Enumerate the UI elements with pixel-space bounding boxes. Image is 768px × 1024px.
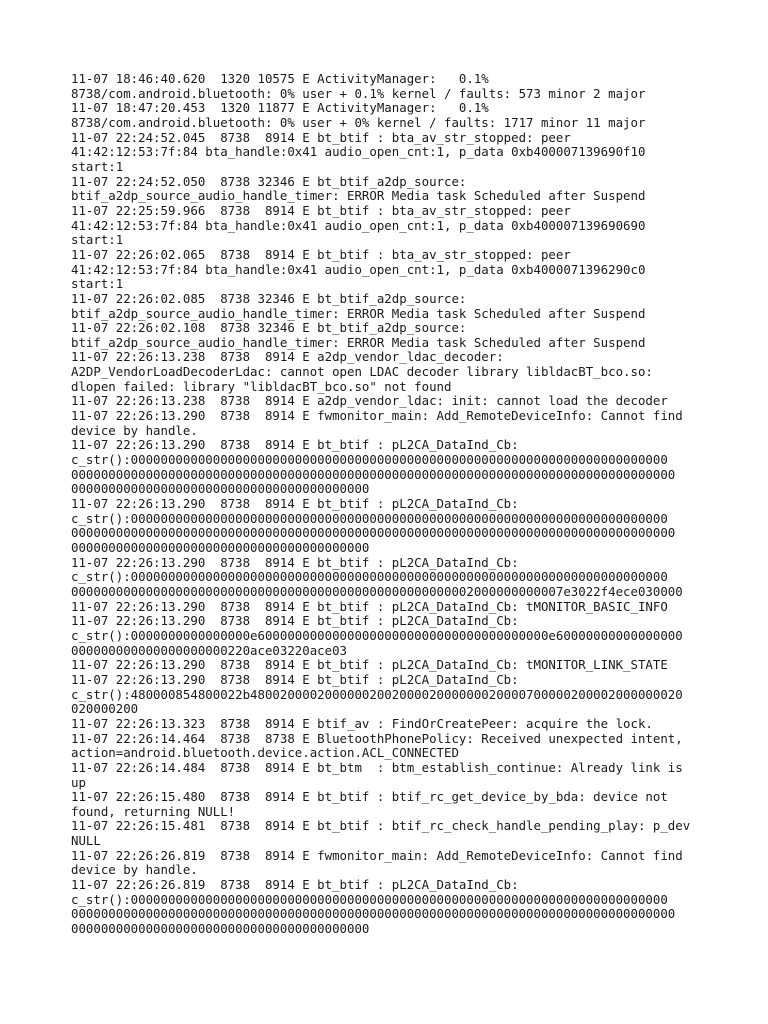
log-line: 11-07 22:26:13.290 8738 8914 E bt_btif : pL2CA_DataInd_Cb: — [71, 671, 519, 687]
log-line: found, returning NULL! — [71, 803, 236, 819]
log-line: c_str():000000000000000000000000000000000000000000000000000000000000000000000000 — [71, 510, 668, 526]
log-line: 11-07 22:26:13.290 8738 8914 E bt_btif : pL2CA_DataInd_Cb: — [71, 496, 519, 512]
log-line: 020000200 — [71, 701, 139, 717]
log-line: c_str():0000000000000000e600000000000000000000000000000000000000e60000000000000000 — [71, 627, 683, 643]
log-line: dlopen failed: library "libldacBT_bco.so" not found — [71, 378, 452, 394]
log-line: 000000000000000000000000000000000000000000000000000000000000000000000000000000000 — [71, 906, 676, 922]
log-line: 000000000000000000000000000000000000000000000000000000000000000000000000000000000 — [71, 466, 676, 482]
log-line: 41:42:12:53:7f:84 bta_handle:0x41 audio_open_cnt:1, p_data 0xb400007139690690 — [71, 217, 646, 233]
log-line: device by handle. — [71, 862, 198, 878]
log-line: 41:42:12:53:7f:84 bta_handle:0x41 audio_open_cnt:1, p_data 0xb4000071396290c0 — [71, 261, 646, 277]
log-line: 11-07 22:25:59.966 8738 8914 E bt_btif : bta_av_str_stopped: peer — [71, 202, 571, 218]
log-line: 000000000000000000000220ace03220ace03 — [71, 642, 348, 658]
log-line: 0000000000000000000000000000000000000000 — [71, 481, 370, 497]
log-line: btif_a2dp_source_audio_handle_timer: ERROR Media task Scheduled after Suspend — [71, 334, 646, 350]
log-line: action=android.bluetooth.device.action.ACL_CONNECTED — [71, 745, 459, 761]
log-line: 11-07 22:26:02.085 8738 32346 E bt_btif_a2dp_source: — [71, 290, 467, 306]
log-line: start:1 — [71, 232, 124, 248]
log-line: 11-07 22:26:14.484 8738 8914 E bt_btm : btm_establish_continue: Already link is — [71, 759, 683, 775]
log-line: 000000000000000000000000000000000000000000000000000000000000000000000000000000000 — [71, 525, 676, 541]
log-line: 11-07 22:26:15.480 8738 8914 E bt_btif : btif_rc_get_device_by_bda: device not — [71, 789, 668, 805]
log-line: 11-07 22:26:13.290 8738 8914 E bt_btif : pL2CA_DataInd_Cb: — [71, 437, 519, 453]
log-line: device by handle. — [71, 422, 198, 438]
log-line: A2DP_VendorLoadDecoderLdac: cannot open LDAC decoder library libldacBT_bco.so: — [71, 364, 653, 380]
log-line: 11-07 22:26:13.290 8738 8914 E bt_btif : pL2CA_DataInd_Cb: tMONITOR_BASIC_INFO — [71, 598, 668, 614]
log-line: 000000000000000000000000000000000000000000000000000002000000000007e3022f4ece030000 — [71, 583, 683, 599]
log-line: 11-07 18:47:20.453 1320 11877 E ActivityManager: 0.1% — [71, 100, 489, 116]
log-line: 41:42:12:53:7f:84 bta_handle:0x41 audio_open_cnt:1, p_data 0xb400007139690f10 — [71, 144, 646, 160]
log-line: 11-07 22:26:13.238 8738 8914 E a2dp_vendor_ldac_decoder: — [71, 349, 504, 365]
log-line: 11-07 22:26:13.238 8738 8914 E a2dp_vendor_ldac: init: cannot load the decoder — [71, 393, 668, 409]
log-line: c_str():000000000000000000000000000000000000000000000000000000000000000000000000 — [71, 452, 668, 468]
log-line: c_str():000000000000000000000000000000000000000000000000000000000000000000000000 — [71, 891, 668, 907]
log-line: 11-07 22:26:02.065 8738 8914 E bt_btif : bta_av_str_stopped: peer — [71, 246, 571, 262]
log-line: start:1 — [71, 276, 124, 292]
log-line: 11-07 22:24:52.045 8738 8914 E bt_btif : bta_av_str_stopped: peer — [71, 129, 571, 145]
log-line: NULL — [71, 833, 101, 849]
log-line: 0000000000000000000000000000000000000000 — [71, 921, 370, 937]
log-line: 11-07 22:26:15.481 8738 8914 E bt_btif : btif_rc_check_handle_pending_play: p_dev — [71, 818, 691, 834]
log-line: 11-07 22:26:13.290 8738 8914 E bt_btif : pL2CA_DataInd_Cb: — [71, 613, 519, 629]
log-line: 11-07 22:26:26.819 8738 8914 E fwmonitor_main: Add_RemoteDeviceInfo: Cannot find — [71, 847, 683, 863]
log-line: 11-07 22:26:26.819 8738 8914 E bt_btif : pL2CA_DataInd_Cb: — [71, 877, 519, 893]
log-line: 11-07 22:26:14.464 8738 8738 E BluetoothPhonePolicy: Received unexpected intent, — [71, 730, 683, 746]
log-line: up — [71, 774, 86, 790]
log-line: btif_a2dp_source_audio_handle_timer: ERROR Media task Scheduled after Suspend — [71, 305, 646, 321]
log-line: 11-07 22:26:13.290 8738 8914 E fwmonitor_main: Add_RemoteDeviceInfo: Cannot find — [71, 408, 683, 424]
log-line: 8738/com.android.bluetooth: 0% user + 0% kernel / faults: 1717 minor 11 major — [71, 114, 646, 130]
log-line: 11-07 22:26:13.323 8738 8914 E btif_av : FindOrCreatePeer: acquire the lock. — [71, 715, 653, 731]
log-line: 0000000000000000000000000000000000000000 — [71, 540, 370, 555]
log-line: start:1 — [71, 158, 124, 174]
log-line: 11-07 22:26:02.108 8738 32346 E bt_btif_a2dp_source: — [71, 320, 467, 336]
log-line: 11-07 22:24:52.050 8738 32346 E bt_btif_a2dp_source: — [71, 173, 467, 189]
log-text — [71, 72, 711, 937]
log-line: c_str():000000000000000000000000000000000000000000000000000000000000000000000000 — [71, 569, 668, 585]
log-line: btif_a2dp_source_audio_handle_timer: ERROR Media task Scheduled after Suspend — [71, 188, 646, 204]
log-line: c_str():480000854800022b4800200002000000200200002000000020000700000200002000000020 — [71, 686, 683, 702]
log-line: 11-07 18:46:40.620 1320 10575 E ActivityManager: 0.1% — [71, 71, 489, 86]
log-line: 11-07 22:26:13.290 8738 8914 E bt_btif : pL2CA_DataInd_Cb: tMONITOR_LINK_STATE — [71, 657, 668, 673]
log-line: 11-07 22:26:13.290 8738 8914 E bt_btif : pL2CA_DataInd_Cb: — [71, 554, 519, 570]
log-line: 8738/com.android.bluetooth: 0% user + 0.1% kernel / faults: 573 minor 2 major — [71, 85, 646, 101]
